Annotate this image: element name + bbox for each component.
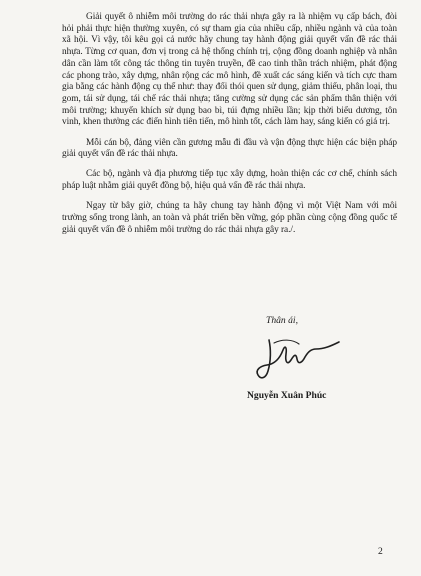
signer-name: Nguyễn Xuân Phúc [247, 390, 327, 401]
paragraph-call-to-action: Giải quyết ô nhiễm môi trường do rác thải nhựa gây ra là nhiệm vụ cấp bách, đòi hỏi phải thực hiện thường xuyên, có sự tham gia của nhiều cấp, nhiều ngành và của toàn xã hội. Vì vậy, tôi kêu gọi cả nước hãy chung tay hành động giải quyết vấn đề rác thải nhựa. Từng cơ quan, đơn vị trong cả hệ thống chính trị, cộng đồng doanh nghiệp và nhân dân cần làm tốt công tác thông tin tuyên truyền, đề cao tinh thần trách nhiệm, phát động các phong trào, xây dựng, nhân rộng các mô hình, đề xuất các sáng kiến và tích cực tham gia bằng các hành động cụ thể như: thay đổi thói quen sử dụng, giảm thiểu, phân loại, thu gom, tái sử dụng, tái chế rác thải nhựa; tăng cường sử dụng các sản phẩm thân thiện với môi trường; khuyến khích sử dụng bao bì, túi đựng nhiều lần; kịp thời biểu dương, tôn vinh, khen thưởng các điển hình tiên tiến, mô hình tốt, cách làm hay, sáng kiến có giá trị. [62, 12, 397, 128]
letter-body [62, 12, 397, 245]
closing-salutation: Thân ái, [266, 315, 298, 326]
handwritten-signature [244, 331, 354, 389]
paragraph-ministries: Các bộ, ngành và địa phương tiếp tục xây dựng, hoàn thiện các cơ chế, chính sách pháp luật nhằm giải quyết đồng bộ, hiệu quả vấn đề rác thải nhựa. [62, 169, 397, 192]
paragraph-conclusion: Ngay từ bây giờ, chúng ta hãy chung tay hành động vì một Việt Nam với môi trường sống trong lành, an toàn và phát triển bền vững, góp phần cùng cộng đồng quốc tế giải quyết vấn đề ô nhiễm môi trường do rác thải nhựa gây ra./. [62, 201, 397, 235]
page-number: 2 [378, 546, 383, 557]
paragraph-party-members: Mỗi cán bộ, đảng viên cần gương mẫu đi đầu và vận động thực hiện các biện pháp giải quyết vấn đề rác thải nhựa. [62, 137, 397, 160]
